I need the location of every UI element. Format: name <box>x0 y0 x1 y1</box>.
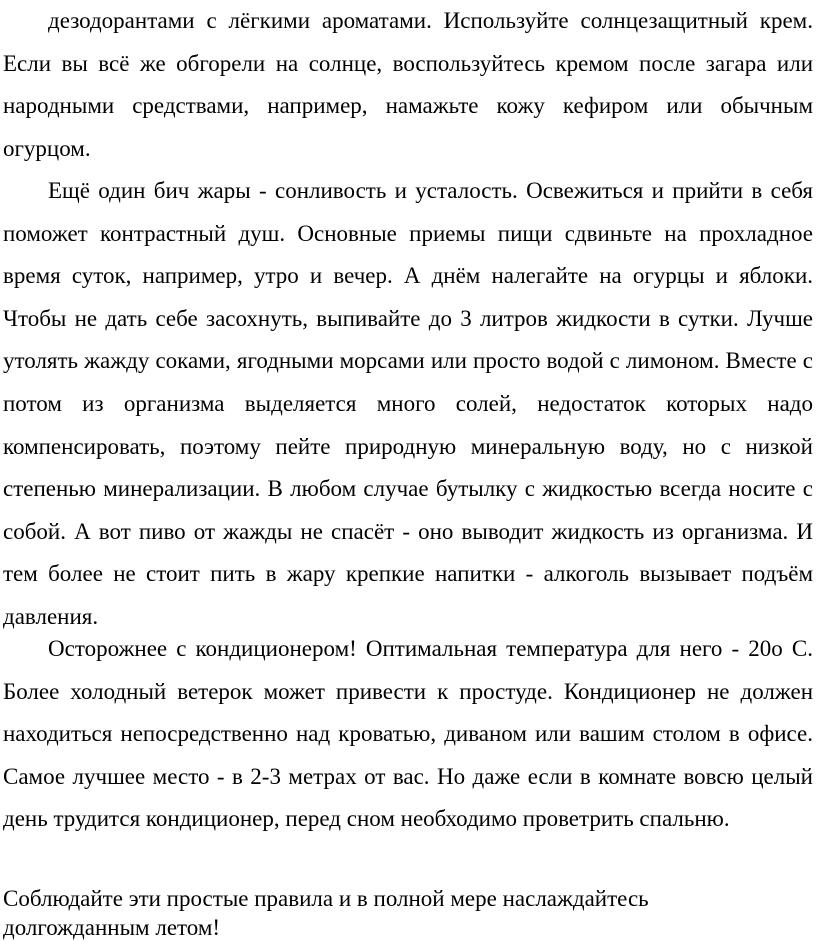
paragraph-closing: Соблюдайте эти простые правила и в полной мере наслаждайтесь долгожданным летом! <box>3 886 649 940</box>
paragraph-fatigue-and-hydration: Ещё один бич жары - сонливость и усталость. Освежиться и прийти в себя поможет контрастный душ. Основные приемы пищи сдвиньте на прохладное время суток, например, утро и вечер. А днём налегайте на огурцы и яблоки. Чтобы не дать себе засохнуть, выпивайте до 3 литров жидкости в сутки. Лучше утолять жажду соками, ягодными морсами или просто водой с лимоном. Вместе с потом из организма выделяется много солей, недостаток которых надо компенсировать, поэтому пейте природную минеральную воду, но с низкой степенью минерализации. В любом случае бутылку с жидкостью всегда носите с собой. А вот пиво от жажды не спасёт - оно выводит жидкость из организма. И тем более не стоит пить в жару крепкие напитки - алкоголь вызывает подъём давления. <box>3 178 813 629</box>
paragraph-air-conditioner: Осторожнее с кондиционером! Оптимальная температура для него - 20о С. Более холодный ветерок может привести к простуде. Кондиционер не должен находиться непосредственно над кроватью, диваном или вашим столом в офисе. Самое лучшее место - в 2-3 метрах от вас. Но даже если в комнате вовсю целый день трудится кондиционер, перед сном необходимо проветрить спальню. <box>3 636 813 832</box>
paragraph-sun-protection: дезодорантами с лёгкими ароматами. Используйте солнцезащитный крем. Если вы всё же обгорели на солнце, воспользуйтесь кремом после загара или народными средствами, например, намажьте кожу кефиром или обычным огурцом. <box>3 8 813 161</box>
